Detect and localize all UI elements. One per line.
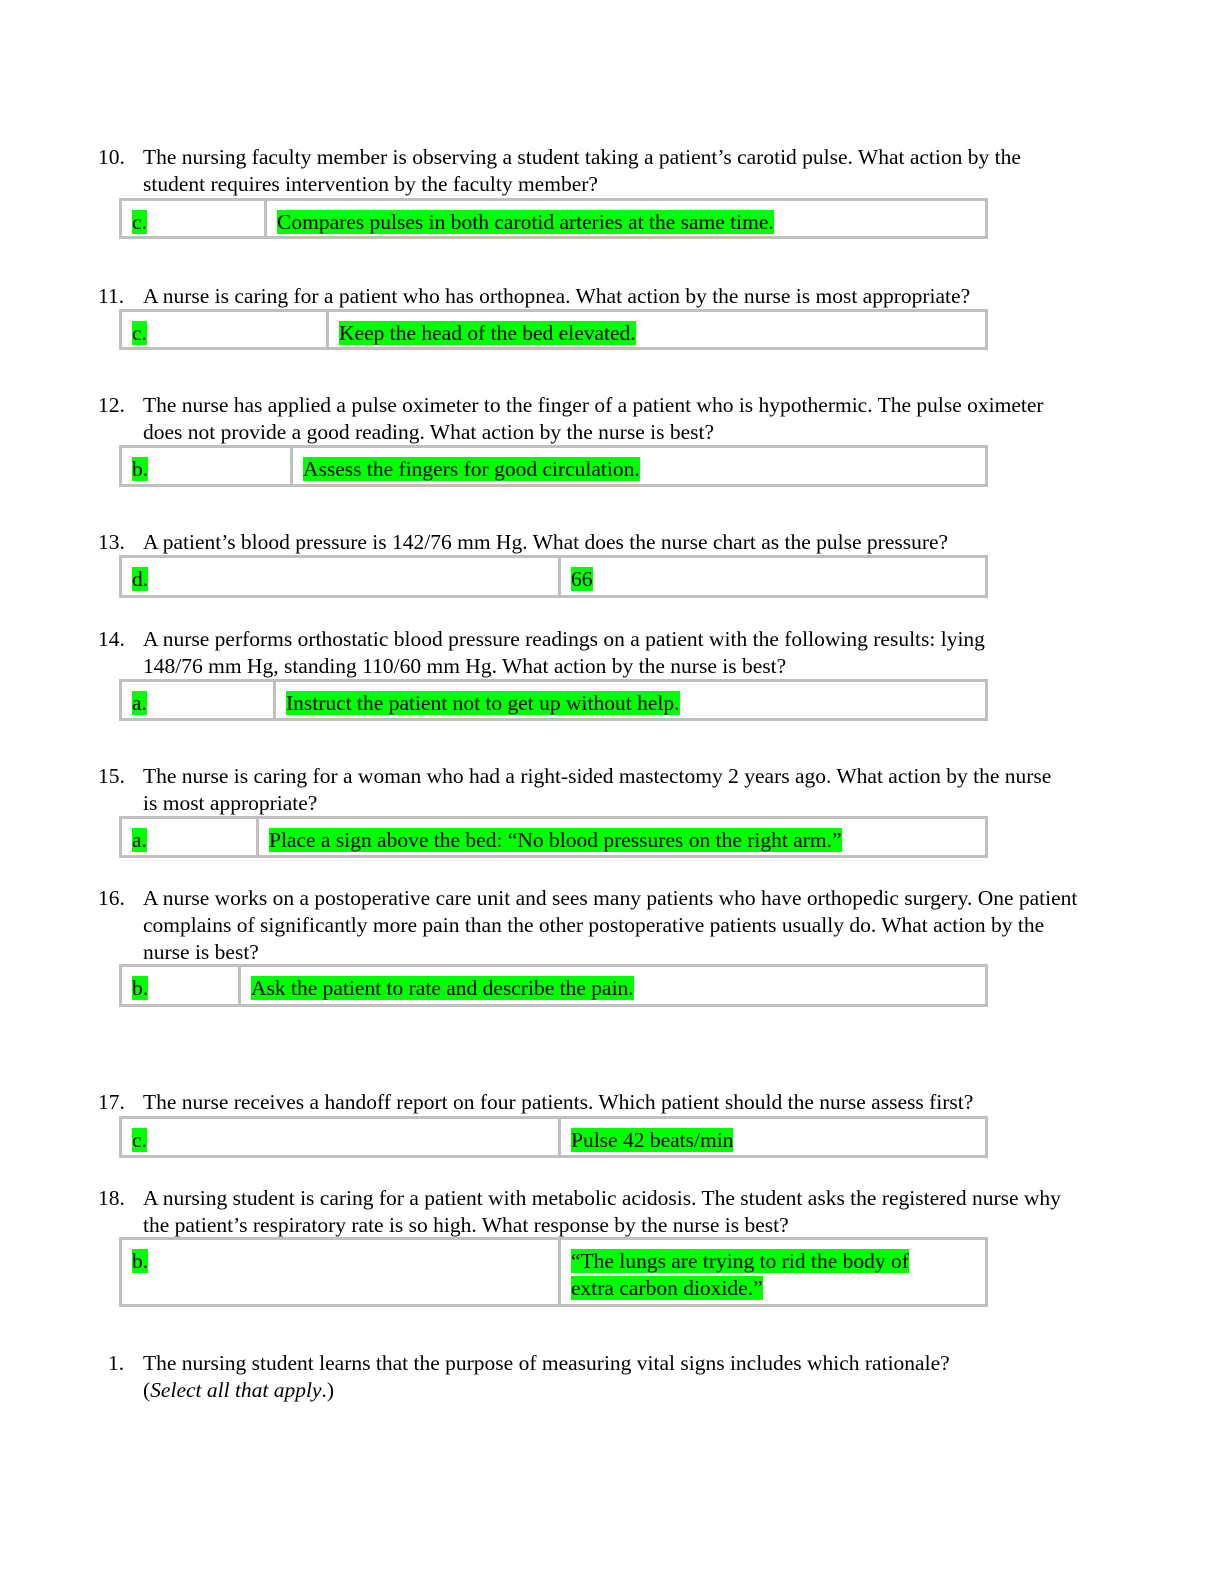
answer-table-16 bbox=[119, 964, 988, 1007]
question-16 bbox=[98, 885, 1078, 966]
answer-letter: a. bbox=[132, 691, 147, 715]
question-11 bbox=[98, 283, 1078, 310]
question-text: A patient’s blood pressure is 142/76 mm Hg. What does the nurse chart as the pulse pressure? bbox=[143, 530, 949, 554]
question-12 bbox=[98, 392, 1078, 446]
answer-table-13 bbox=[119, 555, 988, 598]
question-text: A nursing student is caring for a patient with metabolic acidosis. The student asks the registered nurse why the patient’s respiratory rate is so high. What response by the nurse is best? bbox=[143, 1186, 1061, 1237]
question-number: 17. bbox=[98, 1090, 125, 1114]
answer-letter: b. bbox=[132, 1249, 149, 1273]
question-number: 1. bbox=[108, 1351, 125, 1375]
question-text: The nurse is caring for a woman who had a right-sided mastectomy 2 years ago. What action by the nurse is most appropriate? bbox=[143, 764, 1052, 815]
question-text: The nursing faculty member is observing a student taking a patient’s carotid pulse. What action by the student requires intervention by the faculty member? bbox=[143, 145, 1021, 196]
answer-letter: c. bbox=[132, 210, 147, 234]
question-number: 10. bbox=[98, 145, 125, 169]
answer-table-18 bbox=[119, 1237, 988, 1307]
question-text: A nurse is caring for a patient who has orthopnea. What action by the nurse is most appropriate? bbox=[143, 284, 971, 308]
answer-text: Assess the fingers for good circulation. bbox=[303, 457, 640, 481]
answer-letter: d. bbox=[132, 567, 149, 591]
question-number: 13. bbox=[98, 530, 125, 554]
answer-table-14 bbox=[119, 679, 988, 721]
answer-letter: c. bbox=[132, 1128, 147, 1152]
answer-table-11 bbox=[119, 309, 988, 350]
answer-text: Ask the patient to rate and describe the pain. bbox=[251, 976, 634, 1000]
answer-table-12 bbox=[119, 445, 988, 487]
question-17 bbox=[98, 1089, 1078, 1116]
answer-table-10 bbox=[119, 198, 988, 239]
question-number: 12. bbox=[98, 393, 125, 417]
answer-text-line1: “The lungs are trying to rid the body of bbox=[571, 1249, 909, 1273]
question-instruction: (Select all that apply.) bbox=[143, 1378, 335, 1402]
answer-table-17 bbox=[119, 1116, 988, 1158]
question-1 bbox=[98, 1350, 1078, 1404]
question-number: 18. bbox=[98, 1186, 125, 1210]
answer-text: Place a sign above the bed: “No blood pressures on the right arm.” bbox=[269, 828, 842, 852]
answer-letter: b. bbox=[132, 976, 149, 1000]
answer-letter: b. bbox=[132, 457, 149, 481]
question-text: The nurse has applied a pulse oximeter to the finger of a patient who is hypothermic. The pulse oximeter does not provide a good reading. What action by the nurse is best? bbox=[143, 393, 1044, 444]
answer-text: 66 bbox=[571, 567, 593, 591]
answer-letter: a. bbox=[132, 828, 147, 852]
question-15 bbox=[98, 763, 1078, 817]
question-number: 15. bbox=[98, 764, 125, 788]
question-text: The nurse receives a handoff report on four patients. Which patient should the nurse assess first? bbox=[143, 1090, 974, 1114]
question-text: A nurse works on a postoperative care unit and sees many patients who have orthopedic surgery. One patient complains of significantly more pain than the other postoperative patients usually do. What action by the nurse is best? bbox=[143, 886, 1078, 964]
question-text: The nursing student learns that the purpose of measuring vital signs includes which rationale? bbox=[143, 1351, 950, 1375]
answer-text: Keep the head of the bed elevated. bbox=[339, 321, 636, 345]
answer-text: Instruct the patient not to get up without help. bbox=[286, 691, 680, 715]
question-18 bbox=[98, 1185, 1078, 1239]
answer-table-15 bbox=[119, 816, 988, 858]
answer-text-line2: extra carbon dioxide.” bbox=[571, 1276, 763, 1300]
question-number: 14. bbox=[98, 627, 125, 651]
answer-text: Compares pulses in both carotid arteries at the same time. bbox=[277, 210, 774, 234]
question-13 bbox=[98, 529, 1078, 556]
question-10 bbox=[98, 144, 1078, 198]
question-14 bbox=[98, 626, 1078, 680]
question-number: 11. bbox=[98, 284, 125, 308]
question-number: 16. bbox=[98, 886, 125, 910]
question-text: A nurse performs orthostatic blood pressure readings on a patient with the following results: lying 148/76 mm Hg, standing 110/60 mm Hg. What action by the nurse is best? bbox=[143, 627, 985, 678]
answer-text: Pulse 42 beats/min bbox=[571, 1128, 734, 1152]
answer-letter: c. bbox=[132, 321, 147, 345]
